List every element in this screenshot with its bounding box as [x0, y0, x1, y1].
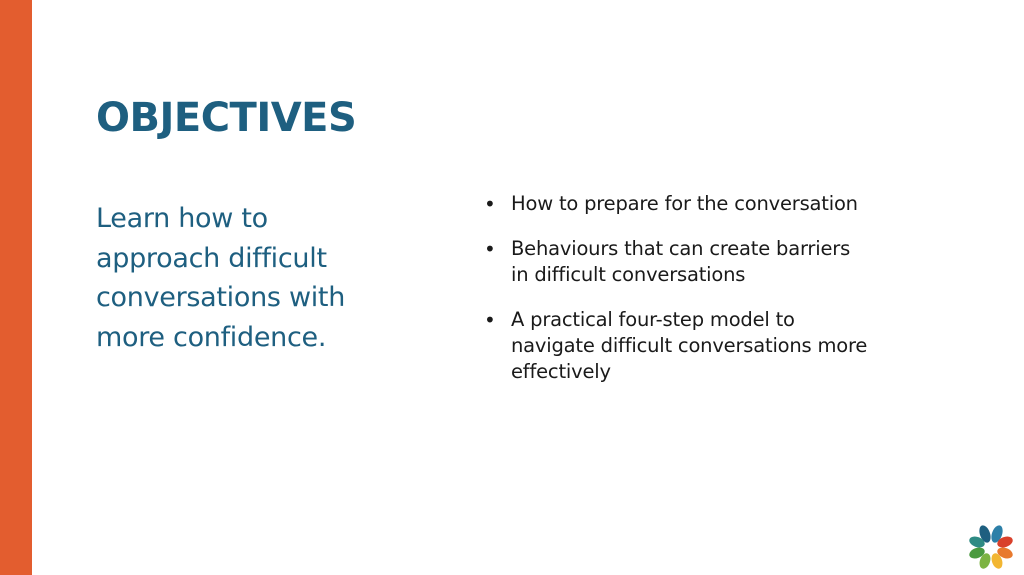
list-item [484, 191, 904, 217]
lead-line: more confidence. [96, 321, 327, 353]
list-item-line: Behaviours that can create barriers [511, 237, 851, 260]
list-item-line: A practical four-step model to [511, 308, 795, 331]
list-item-line: effectively [511, 360, 611, 383]
list-item-line: in difficult conversations [511, 263, 746, 286]
bullet-icon: • [484, 237, 496, 261]
slide-title: OBJECTIVES [96, 95, 357, 141]
list-item-line: navigate difficult conversations more [511, 334, 868, 357]
lead-line: Learn how to [96, 203, 268, 234]
list-item-line: How to prepare for the conversation [511, 192, 858, 215]
list-item [484, 236, 904, 288]
lead-text [96, 199, 396, 357]
objectives-list [484, 191, 904, 404]
accent-bar [0, 0, 32, 575]
flower-logo-icon [966, 522, 1016, 572]
list-item [484, 307, 904, 385]
lead-line: approach difficult [96, 242, 327, 274]
bullet-icon: • [484, 192, 496, 216]
bullet-icon: • [484, 308, 496, 332]
lead-line: conversations with [96, 282, 346, 313]
